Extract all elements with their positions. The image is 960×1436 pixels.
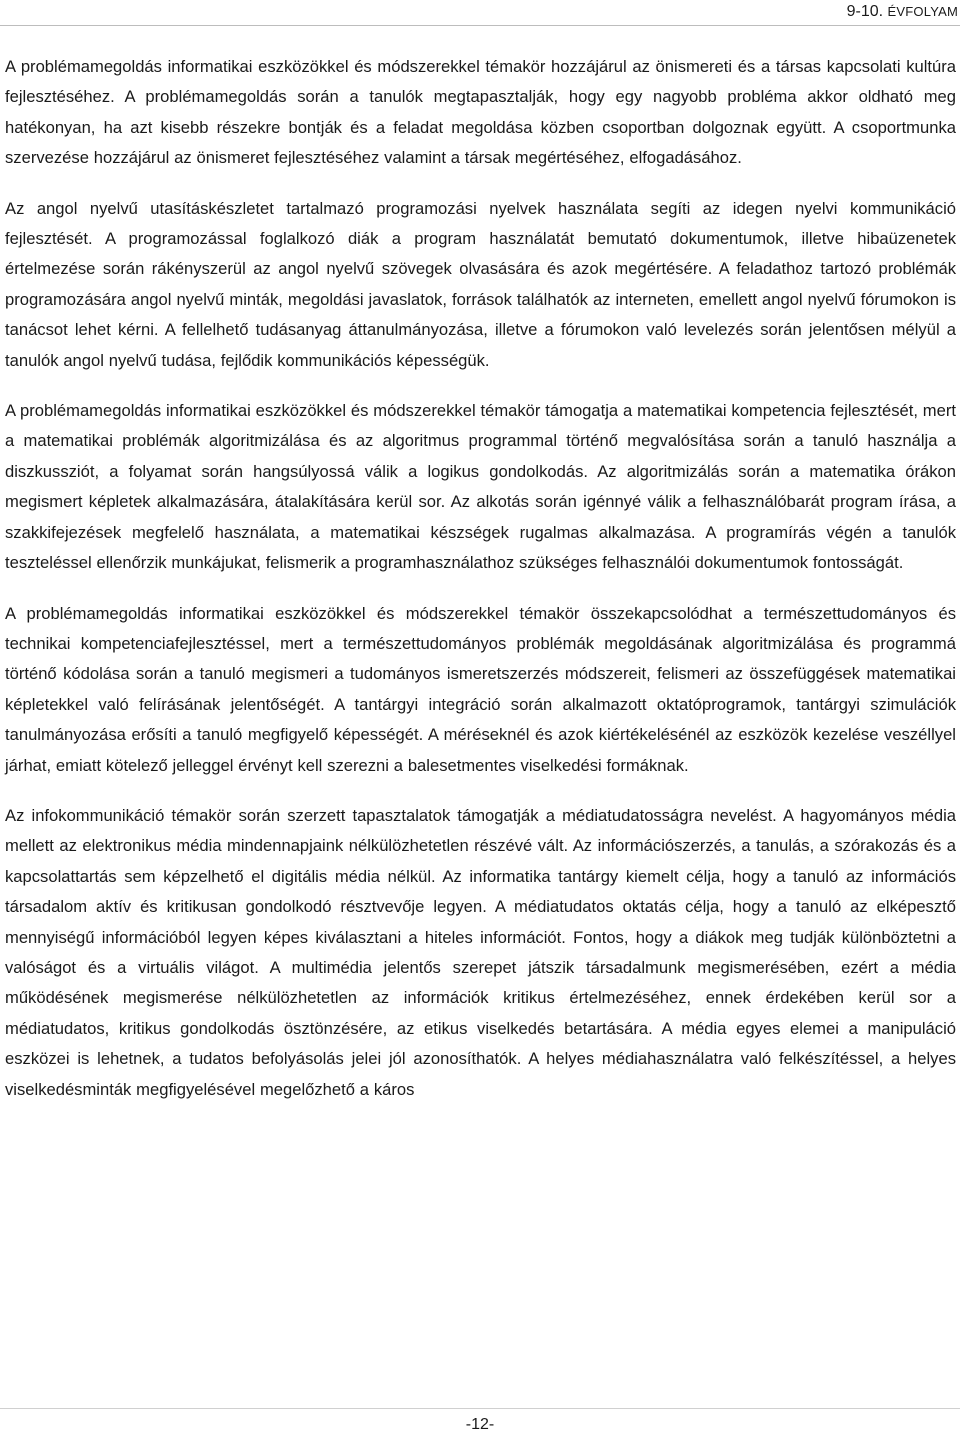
page-header: [847, 0, 958, 24]
paragraph-media-literacy: Az infokommunikáció témakör során szerzett tapasztalatok támogatják a médiatudatosságra nevelést. A hagyományos média mellett az elektronikus média mindennapjaink nélkülözhetetlen részévé vált. Az információszerzés, a tanulás, a szórakozás és a kapcsolattartás sem képzelhető el digitális média nélkül. Az informatika tantárgy kiemelt célja, hogy a tanuló az információs társadalom aktív és kritikusan gondolkodó résztvevője legyen. A médiatudatos oktatás célja, hogy a tanuló az elképesztő mennyiségű információból legyen képes kiválasztani a hiteles információt. Fontos, hogy a diákok meg tudják különböztetni a valóságot és a virtuális világot. A multimédia jelentős szerepet játszik társadalmunk megismerésében, ezért a média működésének megismerése nélkülözhetetlen az információk kritikus értelmezéséhez, ennek érdekében kerül sor a médiatudatos, kritikus gondolkodás ösztönzésére, az etikus viselkedés betartására. A média egyes elemei a manipuláció eszközei is lehetnek, a tudatos befolyásolás jelei jól azonosíthatók. A helyes médiahasználatra való felkészítéssel, a helyes viselkedésminták megfigyelésével megelőzhető a káros: [5, 805, 956, 1099]
paragraph-english-language: Az angol nyelvű utasításkészletet tartalmazó programozási nyelvek használata segíti az idegen nyelvi kommunikáció fejlesztését. A programozással foglalkozó diák a program használatát bemutató dokumentumok, illetve hibaüzenetek értelmezése során rákényszerül az angol nyelvű szövegek olvasására és azok megértésére. A feladathoz tartozó problémák programozására angol nyelvű minták, megoldási javaslatok, források találhatók az interneten, emellett angol nyelvű fórumokon is tanácsot lehet kérni. A fellelhető tudásanyag áttanulmányozása, illetve a fórumokon való levelezés során jelentősen mélyül a tanulók angol nyelvű tudása, fejlődik kommunikációs képességük.: [5, 198, 956, 370]
paragraph-problem-solving-self-knowledge: A problémamegoldás informatikai eszközökkel és módszerekkel témakör hozzájárul az önismereti és a társas kapcsolati kultúra fejlesztéséhez. A problémamegoldás során a tanulók megtapasztalják, hogy egy nagyobb probléma akkor oldható meg hatékonyan, ha azt kisebb részekre bontják és a feladat megoldása közben csoportban dolgoznak együtt. A csoportmunka szervezése hozzájárul az önismeret fejlesztéséhez valamint a társak megértéséhez, elfogadásához.: [5, 57, 956, 168]
grade-number: 9-10.: [846, 3, 884, 20]
page-number: -12-: [465, 1416, 495, 1433]
paragraph-mathematics: A problémamegoldás informatikai eszközökkel és módszerekkel témakör támogatja a matematikai kompetencia fejlesztését, mert a matematikai problémák algoritmizálása és az algoritmus programmal történő megvalósítása során a tanuló használja a diszkussziót, a folyamat során hangsúlyossá válik a logikus gondolkodás. Az algoritmizálás során a matematika órákon megismert képletek alkalmazására, átalakítására kerül sor. Az alkotás során igénnyé válik a felhasználóbarát program írása, a szakkifejezések megfelelő használata, a matematikai készségek rugalmas alkalmazása. A programírás végén a tanulók teszteléssel ellenőrzik munkájukat, felismerik a programhasználathoz szükséges felhasználói dokumentumok fontosságát.: [5, 401, 956, 573]
header-divider: [0, 25, 960, 26]
paragraph-natural-sciences: A problémamegoldás informatikai eszközökkel és módszerekkel témakör összekapcsolódhat a természettudományos és technikai kompetenciafejlesztéssel, mert a természettudományos problémák megoldásának algoritmizálása és programmá történő kódolása során a tanuló megismeri a tudományos ismeretszerzés módszereit, felismeri az összefüggések matematikai képletekkel való felírásának jelentőségét. A tantárgyi integráció során alkalmazott oktatóprogramok, tantárgyi szimulációk tanulmányozása erősíti a tanuló megfigyelő képességét. A méréseknél és azok kiértékelésénél az eszközök kezelése veszéllyel járhat, emiatt kötelező jelleggel érvényt kell szerezni a balesetmentes viselkedési formáknak.: [5, 603, 956, 775]
document-body: [5, 52, 956, 1125]
footer-divider: [0, 1408, 960, 1409]
grade-word: ÉVFOLYAM: [887, 4, 958, 19]
